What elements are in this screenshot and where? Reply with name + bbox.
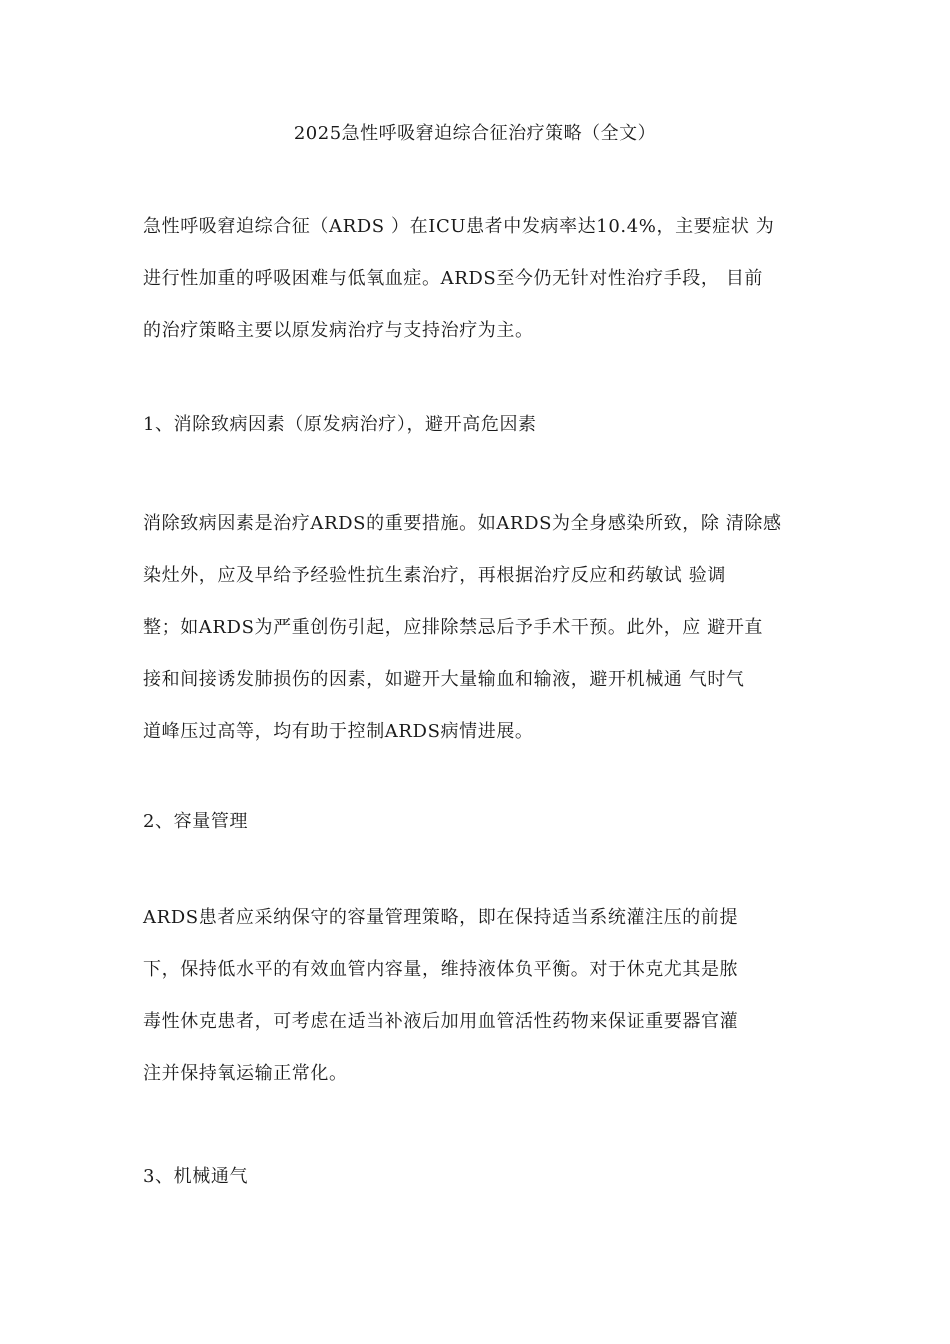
paragraph-line: ARDS患者应采纳保守的容量管理策略，即在保持适当系统灌注压的前提 (143, 907, 739, 928)
section-heading-2: 2、容量管理 (143, 811, 249, 832)
section-1-paragraph (143, 498, 818, 758)
paragraph-line: 染灶外，应及早给予经验性抗生素治疗，再根据治疗反应和药敏试 验调 (143, 565, 726, 586)
paragraph-line: 消除致病因素是治疗ARDS的重要措施。如ARDS为全身感染所致，除 清除感 (143, 513, 782, 534)
paragraph-line: 下，保持低水平的有效血管内容量，维持液体负平衡。对于休克尤其是脓 (143, 959, 739, 980)
section-heading-3: 3、机械通气 (143, 1166, 249, 1187)
intro-paragraph (143, 201, 818, 357)
paragraph-line: 毒性休克患者，可考虑在适当补液后加用血管活性药物来保证重要器官灌 (143, 1011, 739, 1032)
paragraph-line: 整；如ARDS为严重创伤引起，应排除禁忌后予手术干预。此外，应 避开直 (143, 617, 764, 638)
section-2-paragraph (143, 892, 818, 1100)
document-title: 2025急性呼吸窘迫综合征治疗策略（全文） (293, 123, 657, 144)
paragraph-line: 道峰压过高等，均有助于控制ARDS病情进展。 (143, 721, 534, 742)
section-heading-1: 1、消除致病因素（原发病治疗），避开高危因素 (143, 414, 537, 435)
paragraph-line: 急性呼吸窘迫综合征（ARDS ）在ICU患者中发病率达10.4%，主要症状 为 (143, 216, 775, 237)
paragraph-line: 的治疗策略主要以原发病治疗与支持治疗为主。 (143, 320, 534, 341)
paragraph-line: 注并保持氧运输正常化。 (143, 1063, 348, 1084)
paragraph-line: 接和间接诱发肺损伤的因素，如避开大量输血和输液，避开机械通 气时气 (143, 669, 745, 690)
paragraph-line: 进行性加重的呼吸困难与低氧血症。ARDS至今仍无针对性治疗手段， 目前 (143, 268, 764, 289)
